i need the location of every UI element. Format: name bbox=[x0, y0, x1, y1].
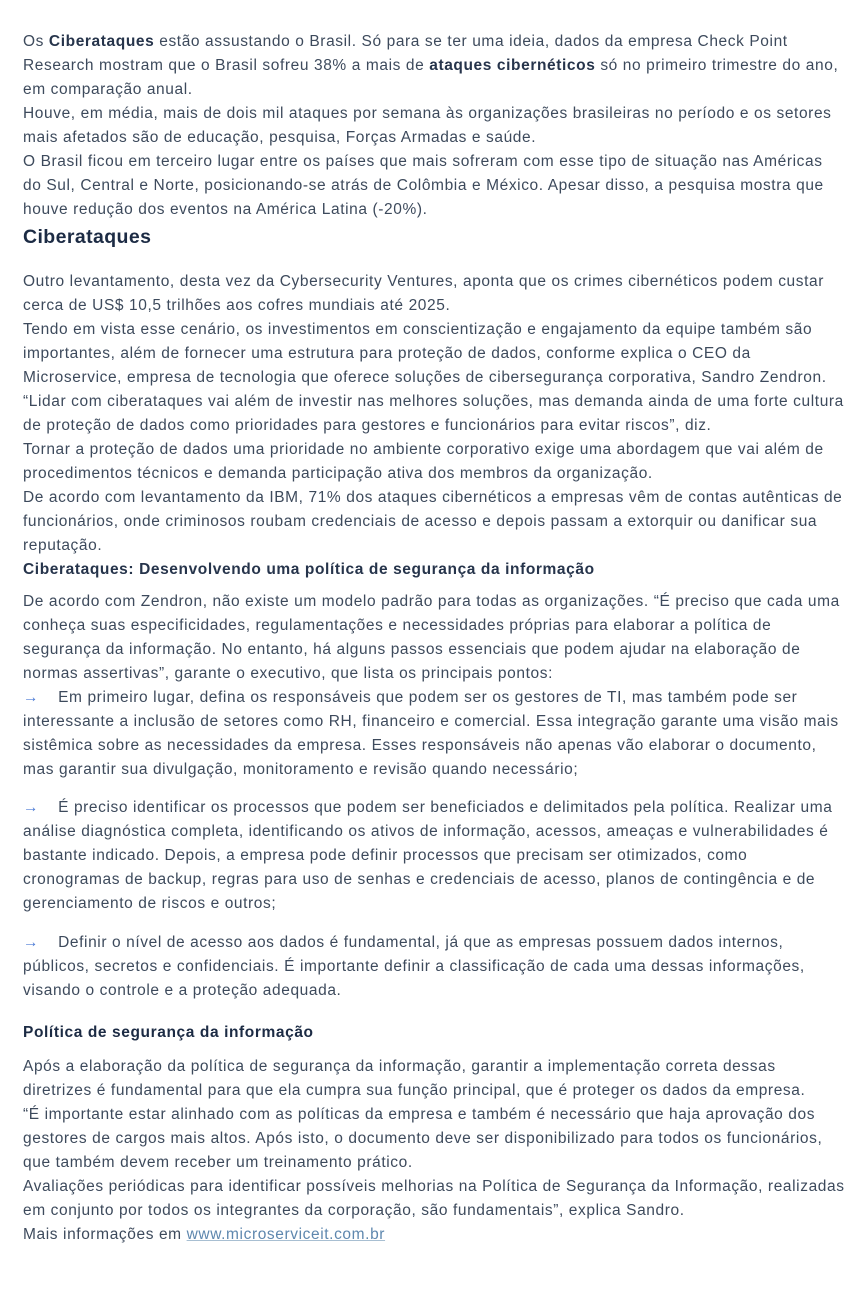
list-item bbox=[23, 686, 845, 782]
overview-line5: De acordo com levantamento da IBM, 71% dos ataques cibernéticos a empresas vêm de contas autênticas de funcionários, onde criminosos roubam credenciais de acesso e depois passam a extorquir ou danificar sua reputação. bbox=[23, 489, 843, 554]
paragraph-overview bbox=[23, 270, 845, 558]
paragraph-zendron-steps: De acordo com Zendron, não existe um modelo padrão para todas as organizações. “É preciso que cada uma conheça suas especificidades, regulamentações e necessidades próprias para elaborar a política de segurança da informação. No entanto, há alguns passos essenciais que podem ajudar na elaboração de normas assertivas”, garante o executivo, que lista os principais pontos: bbox=[23, 593, 840, 682]
closing-paragraph bbox=[23, 1055, 845, 1247]
list-item-text: É preciso identificar os processos que podem ser beneficiados e delimitados pela política. Realizar uma análise diagnóstica completa, identificando os ativos de informação, acessos, ameaças e vulnerabilidades é bastante indicado. Depois, a empresa pode definir processos que precisam ser otimizados, como cronogramas de backup, regras para uso de senhas e credenciais de acesso, planos de contingência e de gerenciamento de riscos e outros; bbox=[23, 799, 833, 912]
section-heading-ciberataques: Ciberataques bbox=[23, 226, 152, 248]
overview-line1: Outro levantamento, desta vez da Cybersecurity Ventures, aponta que os crimes cibernéticos podem custar cerca de US$ 10,5 trilhões aos cofres mundiais até 2025. bbox=[23, 273, 825, 314]
subheading-security-policy: Política de segurança da informação bbox=[23, 1024, 314, 1041]
list-item-text: Definir o nível de acesso aos dados é fundamental, já que as empresas possuem dados internos, públicos, secretos e confidenciais. É importante definir a classificação de cada uma dessas informações, visando o controle e a proteção adequada. bbox=[23, 934, 805, 999]
arrow-bullet-icon: → bbox=[23, 934, 40, 951]
intro-seg3: só no primeiro trimestre do ano, em comparação anual. bbox=[23, 57, 839, 98]
intro-paragraph bbox=[23, 30, 845, 222]
list-item bbox=[23, 796, 845, 916]
intro-seg1: Os bbox=[23, 33, 49, 50]
arrow-bullet-icon: → bbox=[23, 689, 40, 706]
overview-line2: Tendo em vista esse cenário, os investimentos em conscientização e engajamento da equipe também são importantes, além de fornecer uma estrutura para proteção de dados, conforme explica o CEO da Microservice, empresa de tecnologia que oferece soluções de cibersegurança corporativa, Sandro Zendron. bbox=[23, 321, 827, 386]
intro-bold-ciberataques: Ciberataques bbox=[48, 33, 155, 50]
subheading-developing-policy: Ciberataques: Desenvolvendo uma política de segurança da informação bbox=[23, 561, 595, 578]
list-item bbox=[23, 931, 845, 1003]
intro-seg2: estão assustando o Brasil. Só para se ter uma ideia, dados da empresa Check Point Research mostram que o Brasil sofreu 38% a mais de bbox=[23, 33, 788, 74]
list-item-text: Em primeiro lugar, defina os responsáveis que podem ser os gestores de TI, mas também pode ser interessante a inclusão de setores como RH, financeiro e comercial. Essa integração garante uma visão mais sistêmica sobre as necessidades da empresa. Esses responsáveis não apenas vão elaborar o documento, mas garantir sua divulgação, monitoramento e revisão quando necessário; bbox=[23, 689, 839, 778]
website-link[interactable]: www.microserviceit.com.br bbox=[186, 1226, 386, 1243]
closing-line2: “É importante estar alinhado com as políticas da empresa e também é necessário que haja aprovação dos gestores de cargos mais altos. Após isto, o documento deve ser disponibilizado para todos os funcionários, que também devem receber um treinamento prático. bbox=[23, 1106, 823, 1171]
intro-line2: Houve, em média, mais de dois mil ataques por semana às organizações brasileiras no período e os setores mais afetados são de educação, pesquisa, Forças Armadas e saúde. bbox=[23, 105, 832, 146]
more-info-text: Mais informações em bbox=[23, 1226, 187, 1243]
arrow-bullet-icon: → bbox=[23, 799, 40, 816]
intro-bold-ataques-ciberneticos: ataques cibernéticos bbox=[429, 57, 596, 74]
closing-line3: Avaliações periódicas para identificar possíveis melhorias na Política de Segurança da Informação, realizadas em conjunto por todos os integrantes da corporação, são fundamentais”, explica Sandro. bbox=[23, 1178, 845, 1219]
overview-line4: Tornar a proteção de dados uma prioridade no ambiente corporativo exige uma abordagem que vai além de procedimentos técnicos e demanda participação ativa dos membros da organização. bbox=[23, 441, 824, 482]
intro-line3: O Brasil ficou em terceiro lugar entre os países que mais sofreram com esse tipo de situação nas Américas do Sul, Central e Norte, posicionando-se atrás de Colômbia e México. Apesar disso, a pesquisa mostra que houve redução dos eventos na América Latina (-20%). bbox=[23, 153, 824, 218]
overview-line3: “Lidar com ciberataques vai além de investir nas melhores soluções, mas demanda ainda de uma forte cultura de proteção de dados como prioridades para gestores e funcionários para evitar riscos”, diz. bbox=[23, 393, 844, 434]
closing-line1: Após a elaboração da política de segurança da informação, garantir a implementação correta dessas diretrizes é fundamental para que ela cumpra sua função principal, que é proteger os dados da empresa. bbox=[23, 1058, 806, 1099]
